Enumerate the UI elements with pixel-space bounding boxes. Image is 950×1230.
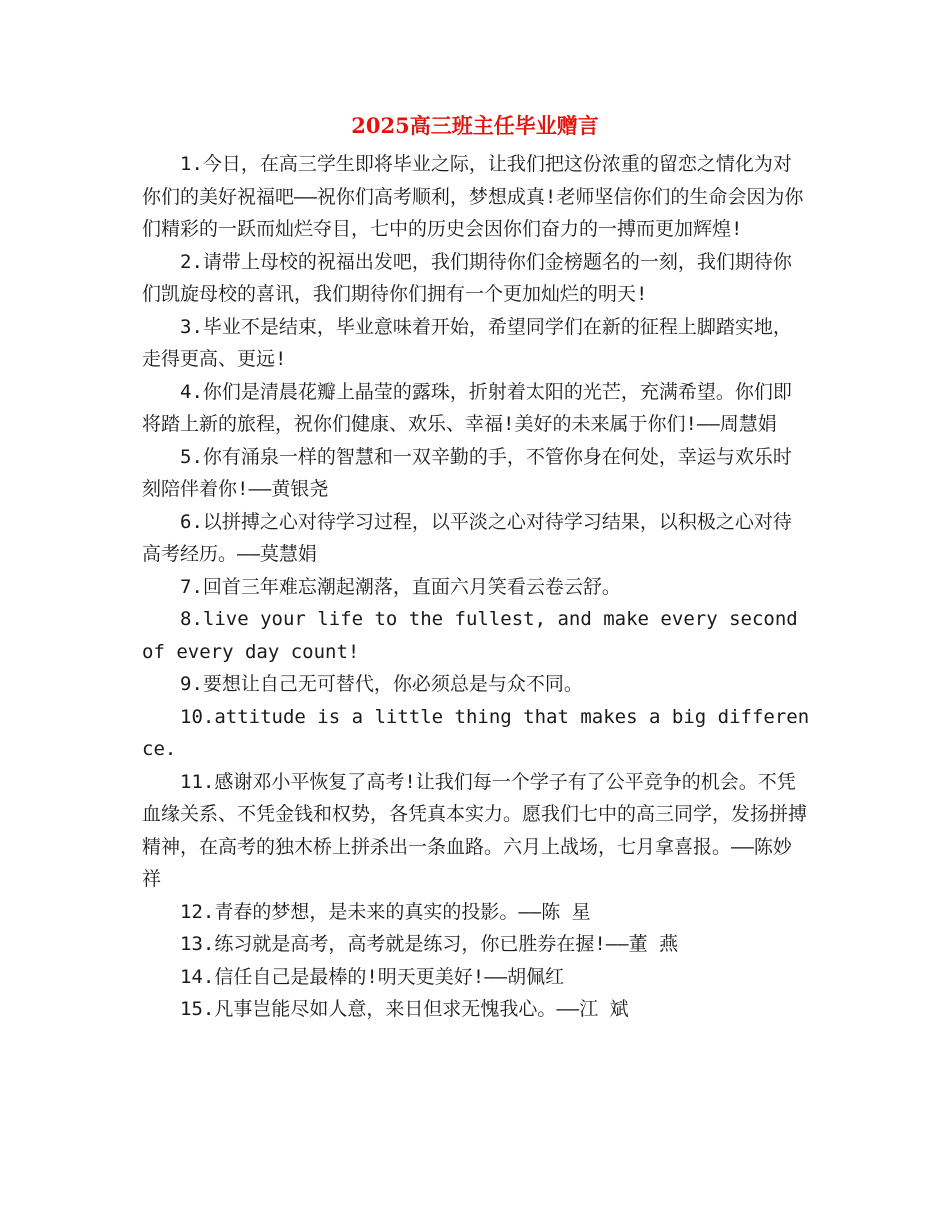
- paragraph-9: 9.要想让自己无可替代，你必须总是与众不同。: [180, 673, 583, 695]
- paragraph-7: 7.回首三年难忘潮起潮落，直面六月笑看云卷云舒。: [180, 575, 621, 598]
- paragraph-12: 12.青春的梦想，是未来的真实的投影。——陈 星: [180, 900, 591, 923]
- paragraph-15: 15.凡事岂能尽如人意，来日但求无愧我心。——江 斌: [180, 998, 629, 1020]
- paragraph-5: 5.你有涌泉一样的智慧和一双辛勤的手，不管你身在何处，幸运与欢乐时刻陪伴着你!——黄银尧: [142, 445, 792, 500]
- paragraph-2: 2.请带上母校的祝福出发吧，我们期待你们金榜题名的一刻，我们期待你们凯旋母校的喜讯，我们期待你们拥有一个更加灿烂的明天!: [142, 250, 792, 305]
- paragraph-3: 3.毕业不是结束，毕业意味着开始，希望同学们在新的征程上脚踏实地，走得更高、更远!: [142, 315, 792, 370]
- paragraph-6: 6.以拼搏之心对待学习过程，以平淡之心对待学习结果，以积极之心对待高考经历。——莫慧娟: [142, 510, 792, 565]
- paragraph-1: 1.今日，在高三学生即将毕业之际，让我们把这份浓重的留恋之情化为对你们的美好祝福吧——祝你们高考顺利，梦想成真!老师坚信你们的生命会因为你们精彩的一跃而灿烂夺目，七中的历史会因你们奋力的一搏而更加辉煌!: [142, 153, 804, 240]
- document-title: 2025高三班主任毕业赠言: [351, 113, 599, 138]
- paragraph-8: 8.live your life to the fullest, and make every second of every day count!: [142, 608, 798, 663]
- paragraph-4: 4.你们是清晨花瓣上晶莹的露珠，折射着太阳的光芒，充满希望。你们即将踏上新的旅程，祝你们健康、欢乐、幸福!美好的未来属于你们!——周慧娟: [142, 380, 792, 435]
- document-body: [142, 148, 810, 1026]
- paragraph-11: 11.感谢邓小平恢复了高考!让我们每一个学子有了公平竞争的机会。不凭血缘关系、不凭金钱和权势，各凭真本实力。愿我们七中的高三同学，发扬拼搏精神，在高考的独木桥上拼杀出一条血路。六月上战场，七月拿喜报。——陈妙祥: [142, 770, 808, 890]
- paragraph-14: 14.信任自己是最棒的!明天更美好!——胡佩红: [180, 965, 565, 988]
- paragraph-13: 13.练习就是高考，高考就是练习，你已胜券在握!——董 燕: [180, 933, 679, 955]
- paragraph-10: 10.attitude is a little thing that makes a big difference.: [142, 705, 810, 760]
